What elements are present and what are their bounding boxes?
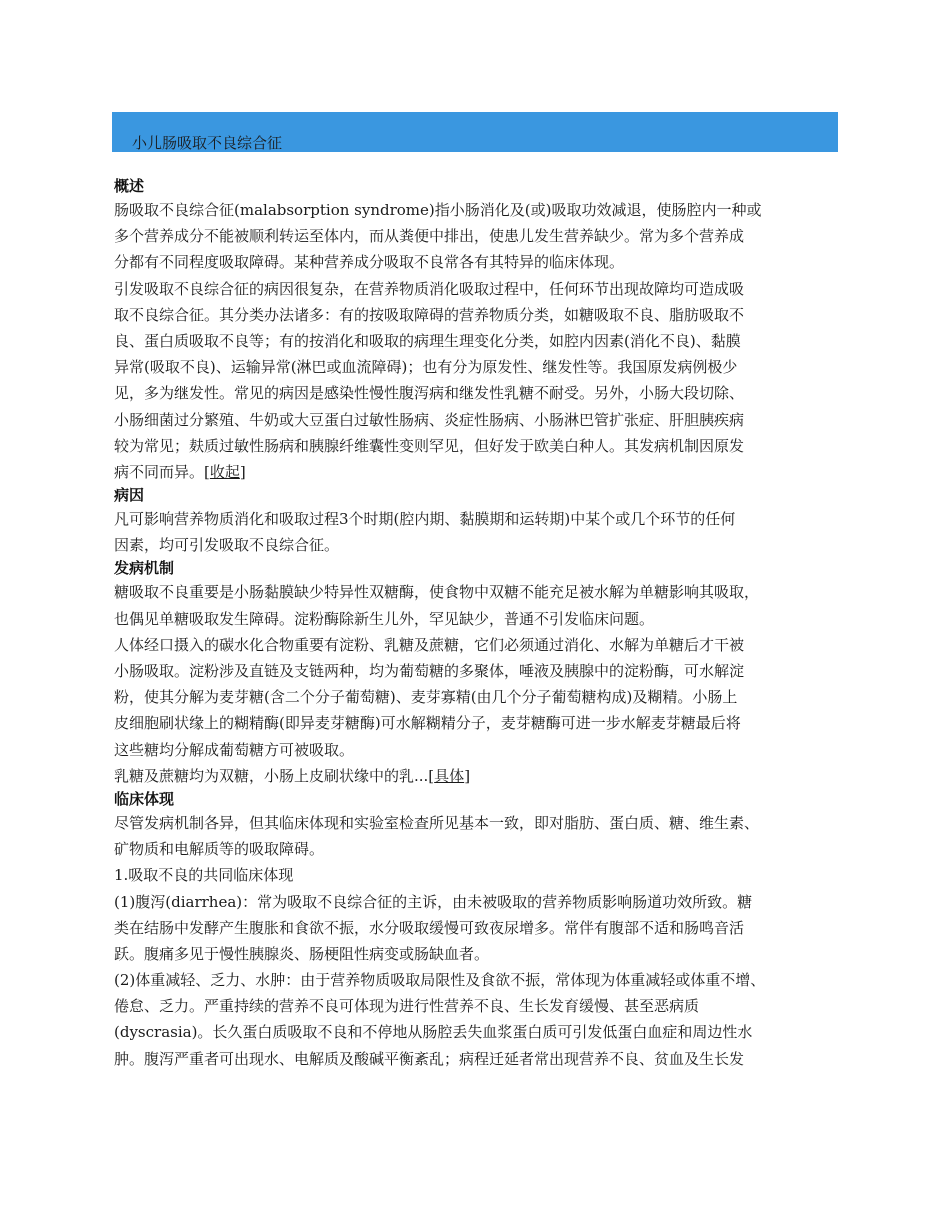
paragraph-line: 见，多为继发性。常见的病因是感染性慢性腹泻病和继发性乳糖不耐受。另外，小肠大段切除、 (114, 384, 745, 403)
section-heading: 病因 (114, 486, 145, 505)
paragraph-line: 小肠吸取。淀粉涉及直链及支链两种，均为葡萄糖的多聚体，唾液及胰腺中的淀粉酶，可水解淀 (114, 662, 745, 680)
paragraph-line: 尽管发病机制各异，但其临床体现和实验室检查所见基本一致，即对脂肪、蛋白质、糖、维生素、 (114, 813, 760, 832)
paragraph (114, 276, 859, 486)
paragraph-line: 跃。腹痛多见于慢性胰腺炎、肠梗阻性病变或肠缺血者。 (114, 944, 490, 963)
paragraph-line: 皮细胞刷状缘上的糊精酶(即异麦芽糖酶)可水解糊精分子，麦芽糖酶可进一步水解麦芽糖最后将 (114, 714, 741, 733)
paragraph-line-text: 乳糖及蔗糖均为双糖，小肠上皮刷状缘中的乳...[ (114, 766, 435, 785)
paragraph-line: 凡可影响营养物质消化和吸取过程3个时期(腔内期、黏膜期和运转期)中某个或几个环节的任何 (114, 510, 736, 529)
paragraph-line: 分都有不同程度吸取障碍。某种营养成分吸取不良常各有其特异的临床体现。 (114, 253, 625, 272)
paragraph-line-text: 病不同而异。[ (114, 462, 210, 481)
toggle-link[interactable]: 收起 (209, 462, 240, 481)
paragraph-line: 多个营养成分不能被顺利转运至体内，而从粪便中排出，使患儿发生营养缺少。常为多个营养成 (114, 227, 745, 246)
paragraph-line: 也偶见单糖吸取发生障碍。淀粉酶除新生儿外，罕见缺少，普通不引发临床问题。 (114, 609, 655, 628)
paragraph-line: 糖吸取不良重要是小肠黏膜缺少特异性双糖酶，使食物中双糖不能充足被水解为单糖影响其吸取， (114, 583, 760, 602)
paragraph-line: 取不良综合征。其分类办法诸多：有的按吸取障碍的营养物质分类，如糖吸取不良、脂肪吸取不 (114, 305, 745, 324)
paragraph (114, 506, 859, 558)
paragraph-line: (1)腹泻(diarrhea)：常为吸取不良综合征的主诉，由未被吸取的营养物质影响肠道功效所致。糖 (114, 892, 753, 911)
paragraph-line: 1.吸取不良的共同临床体现 (114, 866, 294, 885)
paragraph-line: 引发吸取不良综合征的病因很复杂，在营养物质消化吸取过程中，任何环节出现故障均可造成吸 (114, 279, 745, 298)
paragraph (114, 197, 859, 276)
section-heading: 发病机制 (114, 559, 175, 578)
paragraph-line: 这些糖均分解成葡萄糖方可被吸取。 (114, 740, 355, 759)
paragraph (114, 862, 859, 888)
paragraph-line: 良、蛋白质吸取不良等；有的按消化和吸取的病理生理变化分类，如腔内因素(消化不良)、黏膜 (114, 331, 741, 350)
paragraph-line: 因素，均可引发吸取不良综合征。 (114, 536, 340, 555)
paragraph-line: 小肠细菌过分繁殖、牛奶或大豆蛋白过敏性肠病、炎症性肠病、小肠淋巴管扩张症、肝胆胰疾病 (114, 410, 745, 429)
paragraph-line: 倦怠、乏力。严重持续的营养不良可体现为进行性营养不良、生长发育缓慢、甚至恶病质 (114, 997, 700, 1016)
paragraph (114, 579, 859, 631)
paragraph-line (114, 459, 859, 485)
section-heading: 概述 (114, 177, 145, 195)
paragraph (114, 889, 859, 968)
paragraph-line: 粉，使其分解为麦芽糖(含二个分子葡萄糖)、麦芽寡精(由几个分子葡萄糖构成)及糊精。小肠上 (114, 688, 738, 707)
bracket-text: ] (464, 766, 471, 785)
paragraph-line: (2)体重减轻、乏力、水肿：由于营养物质吸取局限性及食欲不振，常体现为体重减轻或体重不增、 (114, 971, 766, 990)
paragraph (114, 763, 859, 789)
paragraph-line: 肠吸取不良综合征(malabsorption syndrome)指小肠消化及(或)吸取功效减退，使肠腔内一种或 (114, 201, 762, 219)
paragraph-line: 矿物质和电解质等的吸取障碍。 (114, 840, 325, 859)
paragraph-line: (dyscrasia)。长久蛋白质吸取不良和不停地从肠腔丢失血浆蛋白质可引发低蛋白血症和周边性水 (114, 1023, 753, 1042)
paragraph (114, 967, 859, 1072)
toggle-link[interactable]: 具体 (434, 766, 465, 785)
paragraph (114, 632, 859, 763)
section-heading: 临床体现 (114, 789, 175, 808)
paragraph-line: 人体经口摄入的碳水化合物重要有淀粉、乳糖及蔗糖，它们必须通过消化、水解为单糖后才干被 (114, 635, 745, 654)
paragraph-line: 类在结肠中发酵产生腹胀和食欲不振，水分吸取缓慢可致夜尿增多。常伴有腹部不适和肠鸣音活 (114, 918, 745, 937)
document-title-bar (112, 112, 838, 152)
document-title: 小儿肠吸取不良综合征 (132, 134, 283, 152)
bracket-text: ] (239, 462, 246, 481)
paragraph-line: 异常(吸取不良)、运输异常(淋巴或血流障碍)；也有分为原发性、继发性等。我国原发病例极少 (114, 358, 738, 377)
document-body (114, 176, 859, 1072)
paragraph-line (114, 763, 859, 789)
paragraph-line: 较为常见；麸质过敏性肠病和胰腺纤维囊性变则罕见，但好发于欧美白种人。其发病机制因原发 (114, 436, 745, 455)
paragraph-line: 肿。腹泻严重者可出现水、电解质及酸碱平衡紊乱；病程迁延者常出现营养不良、贫血及生长发 (114, 1049, 745, 1068)
paragraph (114, 810, 859, 862)
